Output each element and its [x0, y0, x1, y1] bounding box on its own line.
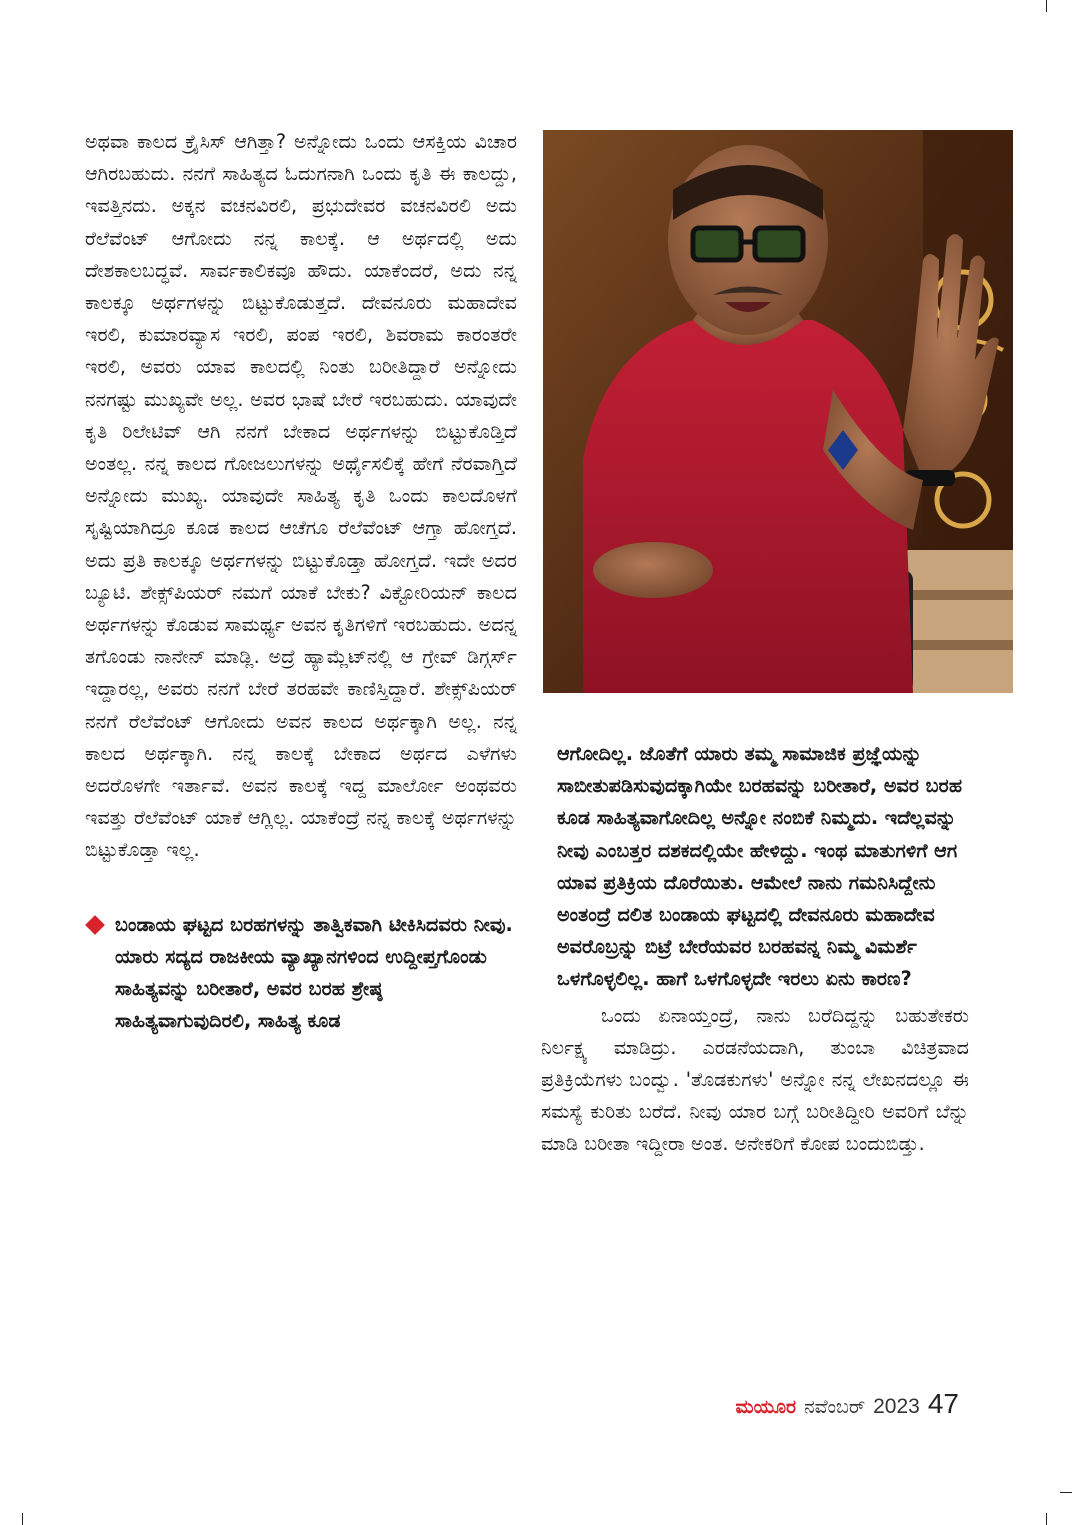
- page-footer: [736, 1388, 959, 1424]
- question-text: ಬಂಡಾಯ ಘಟ್ಟದ ಬರಹಗಳನ್ನು ತಾತ್ವಿಕವಾಗಿ ಟೀಕಿಸಿದವರು ನೀವು. ಯಾರು ಸದ್ಯದ ರಾಜಕೀಯ ವ್ಯಾಖ್ಯಾನಗಳಿಂದ ಉದ್ದೀಪ್ತಗೊಂಡು ಸಾಹಿತ್ಯವನ್ನು ಬರೀತಾರೆ, ಅವರ ಬರಹ ಶ್ರೇಷ್ಠ ಸಾಹಿತ್ಯವಾಗುವುದಿರಲಿ, ಸಾಹಿತ್ಯ ಕೂಡ: [115, 912, 513, 1033]
- crop-mark: [1046, 1513, 1047, 1525]
- interviewee-photo: [543, 130, 1013, 693]
- article-right-column: [541, 738, 969, 1161]
- diamond-bullet-icon: [85, 915, 105, 935]
- answer-paragraph: ಒಂದು ಏನಾಯ್ತಂದ್ರೆ, ನಾನು ಬರೆದಿದ್ದನ್ನು ಬಹುತೇಕರು ನಿರ್ಲಕ್ಷ್ಯ ಮಾಡಿದ್ರು. ಎರಡನೆಯದಾಗಿ, ತುಂಬಾ ವಿಚಿತ್ರವಾದ ಪ್ರತಿಕ್ರಿಯೆಗಳು ಬಂದ್ವು. 'ತೊಡಕುಗಳು' ಅನ್ನೋ ನನ್ನ ಲೇಖನದಲ್ಲೂ ಈ ಸಮಸ್ಯೆ ಕುರಿತು ಬರೆದೆ. ನೀವು ಯಾರ ಬಗ್ಗೆ ಬರೀತಿದ್ದೀರಿ ಅವರಿಗೆ ಬೆನ್ನು ಮಾಡಿ ಬರೀತಾ ಇದ್ದೀರಾ ಅಂತ. ಅನೇಕರಿಗೆ ಕೋಪ ಬಂದುಬಿಡ್ತು.: [541, 1003, 969, 1156]
- interview-question: [85, 909, 517, 1038]
- page-number: 47: [927, 1388, 959, 1419]
- crop-mark: [1060, 1492, 1072, 1493]
- crop-mark: [1046, 0, 1047, 12]
- crop-mark: [22, 1513, 23, 1525]
- magazine-logo: ಮಯೂರ: [735, 1396, 797, 1418]
- article-left-column: [85, 126, 517, 1037]
- article-paragraph: ಅಥವಾ ಕಾಲದ ಕ್ರೈಸಿಸ್ ಆಗಿತ್ತಾ? ಅನ್ನೋದು ಒಂದು ಆಸಕ್ತಿಯ ವಿಚಾರ ಆಗಿರಬಹುದು. ನನಗೆ ಸಾಹಿತ್ಯದ ಓದುಗನಾಗಿ ಒಂದು ಕೃತಿ ಈ ಕಾಲದ್ದು, ಇವತ್ತಿನದು. ಅಕ್ಕನ ವಚನವಿರಲಿ, ಪ್ರಭುದೇವರ ವಚನವಿರಲಿ ಅದು ರೆಲೆವೆಂಟ್ ಆಗೋದು ನನ್ನ ಕಾಲಕ್ಕೆ. ಆ ಅರ್ಥದಲ್ಲಿ ಅದು ದೇಶಕಾಲಬದ್ಧವೆ. ಸಾರ್ವಕಾಲಿಕವೂ ಹೌದು. ಯಾಕೆಂದರೆ, ಅದು ನನ್ನ ಕಾಲಕ್ಕೂ ಅರ್ಥಗಳನ್ನು ಬಿಟ್ಟುಕೊಡುತ್ತದೆ. ದೇವನೂರು ಮಹಾದೇವ ಇರಲಿ, ಕುಮಾರವ್ಯಾಸ ಇರಲಿ, ಪಂಪ ಇರಲಿ, ಶಿವರಾಮ ಕಾರಂತರೇ ಇರಲಿ, ಅವರು ಯಾವ ಕಾಲದಲ್ಲಿ ನಿಂತು ಬರೀತಿದ್ದಾರೆ ಅನ್ನೋದು ನನಗಷ್ಟು ಮುಖ್ಯವೇ ಅಲ್ಲ. ಅವರ ಭಾಷೆ ಬೇರೆ ಇರಬಹುದು. ಯಾವುದೇ ಕೃತಿ ರಿಲೇಟಿವ್ ಆಗಿ ನನಗೆ ಬೇಕಾದ ಅರ್ಥಗಳನ್ನು ಬಿಟ್ಟುಕೊಡ್ತಿದೆ ಅಂತಲ್ಲ. ನನ್ನ ಕಾಲದ ಗೋಜಲುಗಳನ್ನು ಅರ್ಥೈಸಲಿಕ್ಕೆ ಹೇಗೆ ನೆರವಾಗ್ತಿದೆ ಅನ್ನೋದು ಮುಖ್ಯ. ಯಾವುದೇ ಸಾಹಿತ್ಯ ಕೃತಿ ಒಂದು ಕಾಲದೊಳಗೆ ಸೃಷ್ಟಿಯಾಗಿದ್ರೂ ಕೂಡ ಕಾಲದ ಆಚೆಗೂ ರೆಲೆವೆಂಟ್ ಆಗ್ತಾ ಹೋಗ್ತದೆ. ಅದು ಪ್ರತಿ ಕಾಲಕ್ಕೂ ಅರ್ಥಗಳನ್ನು ಬಿಟ್ಟುಕೊಡ್ತಾ ಹೋಗ್ತದೆ. ಇದೇ ಅದರ ಬ್ಯೂಟಿ. ಶೇಕ್ಸ್‌ಪಿಯರ್ ನಮಗೆ ಯಾಕೆ ಬೇಕು? ವಿಕ್ಟೋರಿಯನ್ ಕಾಲದ ಅರ್ಥಗಳನ್ನು ಕೊಡುವ ಸಾಮರ್ಥ್ಯ ಅವನ ಕೃತಿಗಳಿಗೆ ಇರಬಹುದು. ಅದನ್ನ ತಗೊಂಡು ನಾನೇನ್ ಮಾಡ್ಲಿ. ಅದ್ರೆ ಹ್ಯಾಮ್ಲೆಟ್‌ನಲ್ಲಿ ಆ ಗ್ರೇವ್ ಡಿಗ್ಗರ್ಸ್ ಇದ್ದಾರಲ್ಲ, ಅವರು ನನಗೆ ಬೇರೆ ತರಹವೇ ಕಾಣಿಸ್ತಿದ್ದಾರೆ. ಶೇಕ್ಸ್‌ಪಿಯರ್ ನನಗೆ ರೆಲೆವೆಂಟ್ ಆಗೋದು ಅವನ ಕಾಲದ ಅರ್ಥಕ್ಕಾಗಿ ಅಲ್ಲ. ನನ್ನ ಕಾಲದ ಅರ್ಥಕ್ಕಾಗಿ. ನನ್ನ ಕಾಲಕ್ಕೆ ಬೇಕಾದ ಅರ್ಥದ ಎಳೆಗಳು ಅದರೊಳಗೇ ಇರ್ತಾವೆ. ಅವನ ಕಾಲಕ್ಕೆ ಇದ್ದ ಮಾರ್ಲೋ ಅಂಥವರು ಇವತ್ತು ರೆಲೆವೆಂಟ್ ಯಾಕೆ ಆಗ್ಲಿಲ್ಲ. ಯಾಕೆಂದ್ರೆ ನನ್ನ ಕಾಲಕ್ಕೆ ಅರ್ಥಗಳನ್ನು ಬಿಟ್ಟುಕೊಡ್ತಾ ಇಲ್ಲ.: [85, 130, 518, 862]
- question-text-continued: ಆಗೋದಿಲ್ಲ. ಜೊತೆಗೆ ಯಾರು ತಮ್ಮ ಸಾಮಾಜಿಕ ಪ್ರಜ್ಞೆಯನ್ನು ಸಾಬೀತುಪಡಿಸುವುದಕ್ಕಾಗಿಯೇ ಬರಹವನ್ನು ಬರೀತಾರೆ, ಅವರ ಬರಹ ಕೂಡ ಸಾಹಿತ್ಯವಾಗೋದಿಲ್ಲ ಅನ್ನೋ ನಂಬಿಕೆ ನಿಮ್ಮದು. ಇದೆಲ್ಲವನ್ನು ನೀವು ಎಂಬತ್ತರ ದಶಕದಲ್ಲಿಯೇ ಹೇಳಿದ್ದು. ಇಂಥ ಮಾತುಗಳಿಗೆ ಆಗ ಯಾವ ಪ್ರತಿಕ್ರಿಯ ದೊರೆಯಿತು. ಆಮೇಲೆ ನಾನು ಗಮನಿಸಿದ್ದೇನು ಅಂತಂದ್ರೆ ದಲಿತ ಬಂಡಾಯ ಘಟ್ಟದಲ್ಲಿ ದೇವನೂರು ಮಹಾದೇವ ಅವರೊಬ್ರನ್ನು ಬಿಟ್ರೆ ಬೇರೆಯವರ ಬರಹವನ್ನ ನಿಮ್ಮ ವಿಮರ್ಶೆ ಒಳಗೊಳ್ಳಲಿಲ್ಲ. ಹಾಗೆ ಒಳಗೊಳ್ಳದೇ ಇರಲು ಏನು ಕಾರಣ?: [557, 742, 963, 991]
- issue-year: 2023: [873, 1395, 920, 1418]
- issue-month: ನವೆಂಬರ್: [804, 1396, 866, 1418]
